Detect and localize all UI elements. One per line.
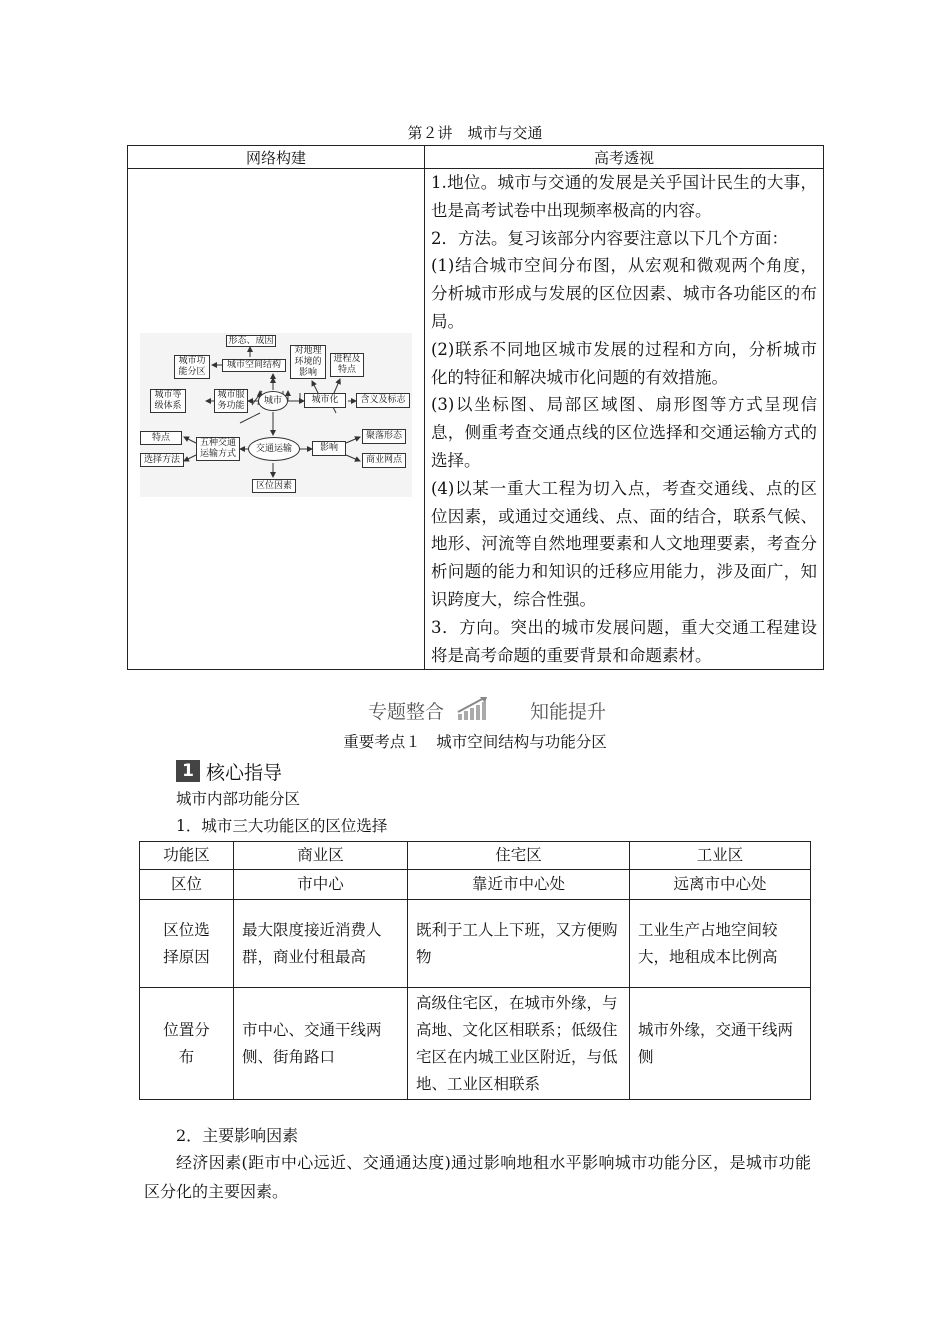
table-cell: 城市外缘，交通干线两侧 (630, 988, 811, 1100)
exam-paragraph: (1)结合城市空间分布图，从宏观和微观两个角度，分析城市形成与发展的区位因素、城市各功能区的布局。 (431, 256, 817, 331)
exam-paragraph: (2)联系不同地区城市发展的过程和方向，分析城市化的特征和解决城市化问题的有效措施。 (431, 339, 817, 387)
section-label: 核心指导 (206, 761, 283, 784)
exam-paragraph: 2．方法。复习该部分内容要注意以下几个方面： (431, 228, 788, 248)
table-header: 工业区 (630, 842, 811, 870)
node-feature: 特点 (140, 431, 182, 445)
table-cell: 既利于工人上下班，又方便购物 (408, 900, 630, 988)
table-header: 住宅区 (408, 842, 630, 870)
node-meaning: 含义及标志 (356, 393, 410, 408)
growth-chart-icon (456, 696, 492, 722)
section-number-badge: 1 (176, 760, 200, 782)
node-urbanize: 城市化 (304, 393, 346, 408)
exam-paragraph: 3．方向。突出的城市发展问题，重大交通工程建设将是高考命题的重要背景和命题素材。 (431, 617, 817, 665)
col-header-network: 网络构建 (128, 146, 425, 169)
col-header-exam: 高考透视 (425, 146, 824, 169)
table-cell: 位置分布 (140, 988, 234, 1100)
exam-paragraph: (4)以某一重大工程为切入点，考查交通线、点的区位因素，或通过交通线、点、面的结合，联系气候、地形、河流等自然地理要素和人文地理要素，考查分析问题的能力和知识的迁移应用能力，涉及面广，知识跨度大，综合性强。 (431, 478, 817, 609)
core-guidance-heading (176, 759, 282, 783)
table-cell: 高级住宅区，在城市外缘，与高地、文化区相联系；低级住宅区在内城工业区附近，与低地、工业区相联系 (408, 988, 630, 1100)
node-geo-effect: 对地理环境的影响 (290, 345, 326, 379)
function-zone-table (139, 841, 811, 1100)
node-service: 城市服务功能 (214, 389, 248, 413)
node-func-zone: 城市功能分区 (174, 355, 210, 379)
table-cell: 最大限度接近消费人群，商业付租最高 (234, 900, 408, 988)
exam-paragraph: 1.地位。城市与交通的发展是关乎国计民生的大事，也是高考试卷中出现频率极高的内容。 (431, 173, 817, 220)
table-cell: 区位 (140, 870, 234, 900)
table-cell: 靠近市中心处 (408, 870, 630, 900)
table-cell: 区位选择原因 (140, 900, 234, 988)
node-commerce: 商业网点 (362, 453, 406, 468)
node-transport: 交通运输 (248, 437, 300, 461)
node-process: 进程及特点 (330, 353, 364, 377)
node-shape-cause: 形态、成因 (226, 335, 276, 347)
table-header: 功能区 (140, 842, 234, 870)
table-cell: 市中心 (234, 870, 408, 900)
node-spatial-structure: 城市空间结构 (222, 359, 286, 372)
table-cell: 远离市中心处 (630, 870, 811, 900)
overview-table (127, 145, 824, 670)
network-cell (128, 169, 425, 670)
key-point-title: 重要考点１ 城市空间结构与功能分区 (343, 733, 607, 751)
node-five-modes: 五种交通运输方式 (196, 437, 240, 461)
page-title: 第２讲 城市与交通 (407, 124, 543, 142)
node-settlement: 聚落形态 (362, 429, 406, 444)
table-header: 商业区 (234, 842, 408, 870)
section-banner (0, 696, 950, 724)
table-cell: 市中心、交通干线两侧、街角路口 (234, 988, 408, 1100)
node-city: 城市 (258, 391, 288, 411)
exam-cell (425, 169, 824, 670)
banner-right: 知能提升 (530, 701, 607, 723)
node-hierarchy: 城市等级体系 (150, 389, 186, 413)
table-cell: 工业生产占地空间较大，地租成本比例高 (630, 900, 811, 988)
exam-paragraph: (3)以坐标图、局部区域图、扇形图等方式呈现信息，侧重考查交通点线的区位选择和交通运输方式的选择。 (431, 395, 817, 470)
banner-left: 专题整合 (368, 701, 445, 723)
item1-title: 1．城市三大功能区的区位选择 (176, 817, 388, 835)
node-impact: 影响 (312, 441, 346, 456)
subheading: 城市内部功能分区 (176, 790, 301, 808)
item2-title: 2．主要影响因素 (176, 1126, 299, 1145)
node-select: 选择方法 (140, 453, 184, 467)
concept-map (140, 333, 412, 497)
item2-text: 经济因素(距市中心远近、交通通达度)通过影响地租水平影响城市功能分区，是城市功能区分化的主要因素。 (144, 1153, 811, 1201)
node-location: 区位因素 (252, 479, 296, 493)
